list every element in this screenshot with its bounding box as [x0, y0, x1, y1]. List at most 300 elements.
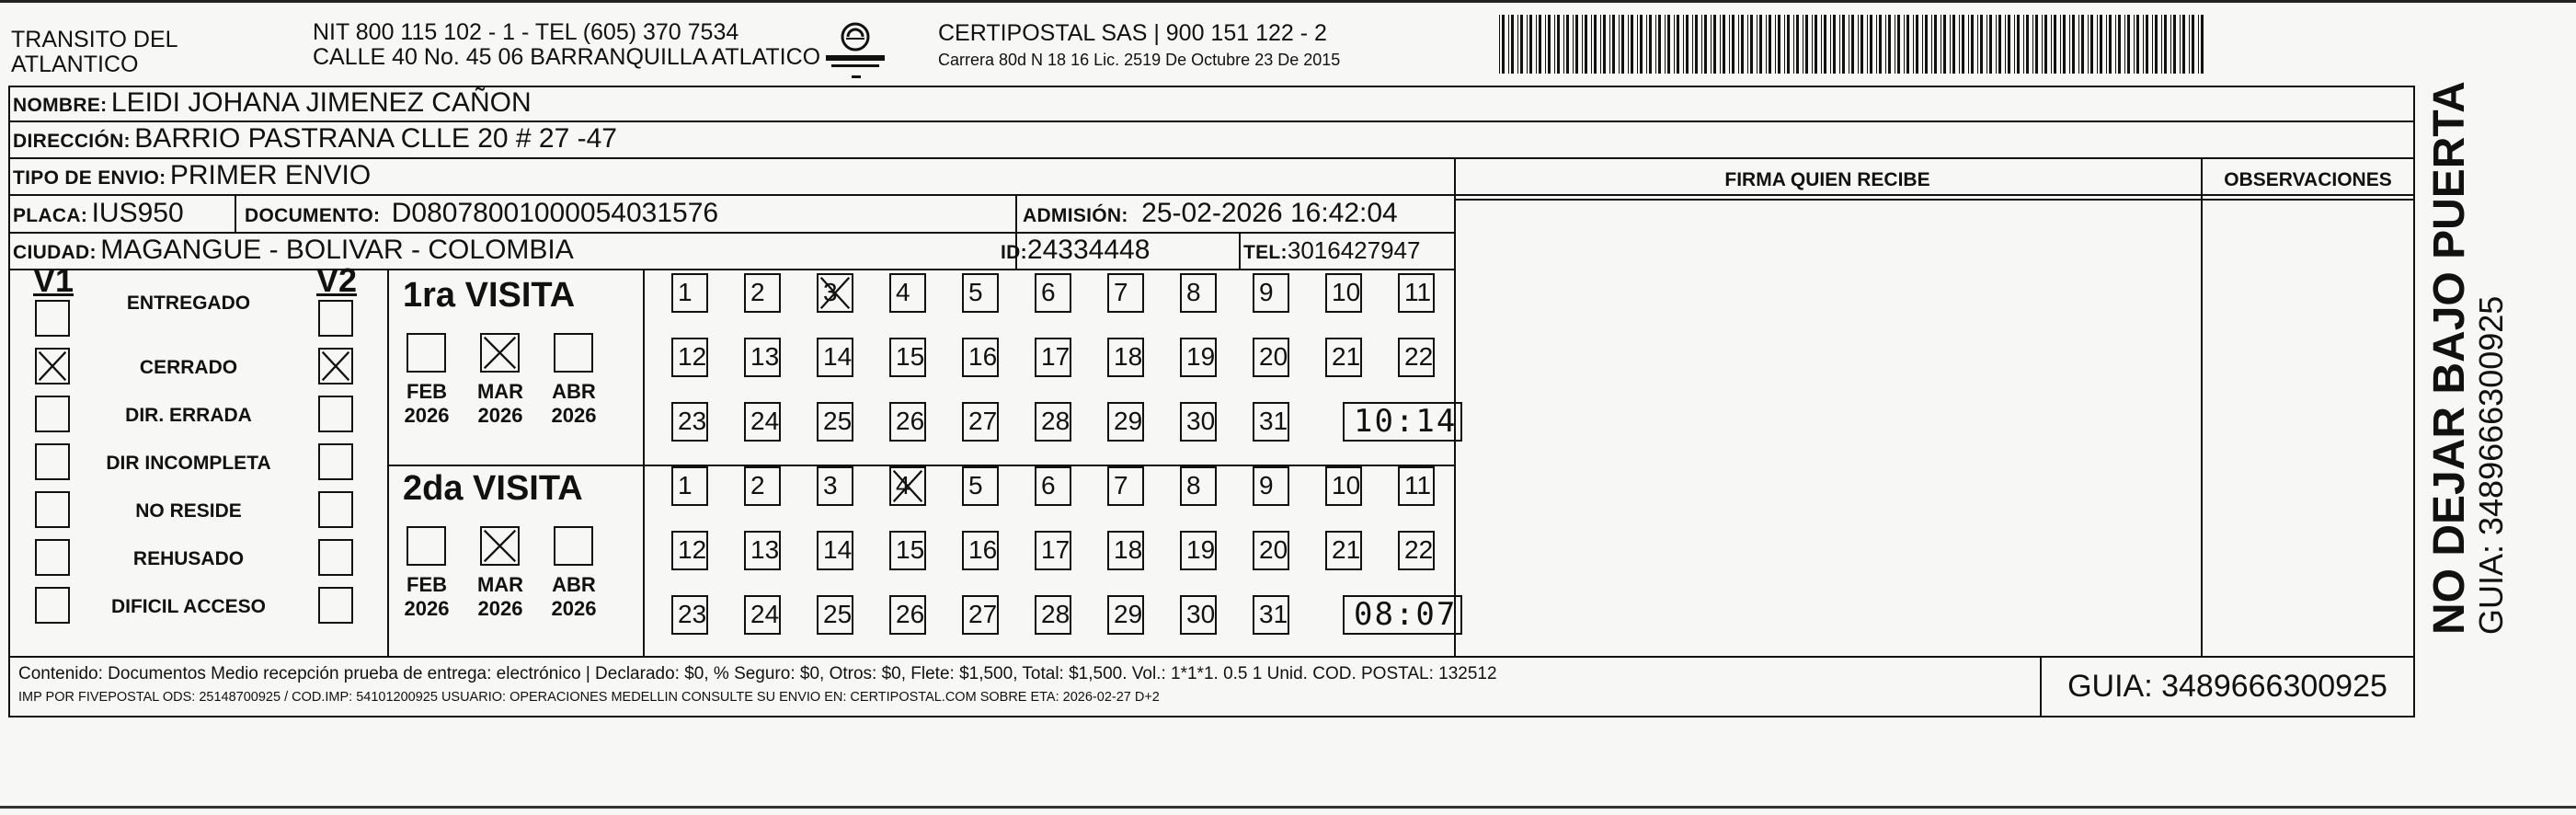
barcode-bar — [1517, 15, 1518, 74]
barcode-bar — [1977, 15, 1978, 74]
barcode-bar — [2072, 15, 2075, 74]
barcode-bar — [1499, 15, 1500, 74]
day-box: 5 — [962, 273, 999, 313]
day-box: 12 — [671, 531, 708, 570]
barcode-bar — [2032, 15, 2033, 74]
month-checkbox — [406, 333, 446, 373]
month-label: ABR — [552, 380, 596, 403]
barcode-bar — [2100, 15, 2102, 74]
barcode-bar — [1692, 15, 1693, 74]
barcode-bar — [1759, 15, 1762, 74]
v1-checkbox — [35, 396, 70, 432]
check-x-icon — [819, 275, 852, 311]
time-box: 10:14 — [1343, 402, 1462, 442]
day-box: 7 — [1107, 273, 1144, 313]
day-box: 12 — [671, 338, 708, 377]
day-box: 20 — [1253, 338, 1289, 377]
day-box: 4 — [889, 273, 926, 313]
barcode-bar — [1695, 15, 1698, 74]
barcode-bar — [2161, 15, 2162, 74]
day-box: 10 — [1325, 466, 1362, 506]
tel-cell — [1243, 232, 1420, 269]
day-box: 30 — [1180, 595, 1217, 635]
barcode-bar — [2189, 15, 2190, 74]
barcode-bar — [1585, 15, 1587, 74]
barcode-bar — [1554, 15, 1555, 74]
barcode-bar — [1796, 15, 1799, 74]
barcode-bar — [1833, 15, 1836, 74]
barcode-bar — [1784, 15, 1785, 74]
barcode-bar — [1998, 15, 2001, 74]
day-box: 3 — [817, 466, 853, 506]
day-box: 1 — [671, 466, 708, 506]
day-box: 10 — [1325, 273, 1362, 313]
status-label: DIR INCOMPLETA — [106, 453, 271, 474]
org-name — [11, 28, 178, 77]
barcode-bar — [1842, 15, 1845, 74]
id-cell — [1001, 232, 1150, 269]
barcode-bar — [2118, 15, 2121, 74]
check-x-icon — [482, 335, 518, 371]
footer-line-2: IMP POR FIVEPOSTAL ODS: 25148700925 / COD.IMP: 54101200925 USUARIO: OPERACIONES MEDELLIN CONSULTE SU ENVIO EN: CERTIPOSTAL.COM SOBRE ETA: 2026-02-27 D+2 — [18, 690, 1160, 705]
barcode-bar — [1750, 15, 1753, 74]
day-box: 22 — [1398, 338, 1435, 377]
barcode-bar — [2134, 15, 2135, 74]
day-box: 14 — [817, 338, 853, 377]
barcode-bar — [2170, 15, 2171, 74]
nombre-label: NOMBRE: — [13, 95, 108, 116]
day-box: 2 — [744, 466, 781, 506]
id-label: ID: — [1001, 242, 1027, 263]
barcode-bar — [1591, 15, 1592, 74]
documento-cell — [245, 194, 718, 232]
check-x-icon — [320, 350, 351, 383]
admision-label: ADMISIÓN: — [1023, 205, 1128, 226]
barcode-bar — [2143, 15, 2144, 74]
month-label: ABR — [552, 573, 596, 596]
barcode-bar — [1931, 15, 1932, 74]
barcode-bar — [2017, 15, 2020, 74]
barcode-bar — [1711, 15, 1712, 74]
barcode-bar — [1830, 15, 1831, 74]
company-address: Carrera 80d N 18 16 Lic. 2519 De Octubre 23 De 2015 — [938, 51, 1341, 69]
barcode-bar — [2005, 15, 2006, 74]
barcode-bar — [1916, 15, 1918, 74]
day-box: 31 — [1253, 402, 1289, 442]
barcode-bar — [2201, 15, 2204, 74]
barcode-bar — [2146, 15, 2148, 74]
day-box: 24 — [744, 402, 781, 442]
admision-cell — [1023, 194, 1398, 232]
day-box: 19 — [1180, 531, 1217, 570]
tipo-envio-label: TIPO DE ENVIO: — [13, 167, 166, 189]
barcode-bar — [1594, 15, 1597, 74]
barcode-bar — [2078, 15, 2079, 74]
barcode-bar — [1628, 15, 1629, 74]
barcode-bar — [1922, 15, 1923, 74]
v2-checkbox — [318, 300, 353, 337]
month-checkbox — [554, 333, 593, 373]
day-box: 9 — [1253, 466, 1289, 506]
barcode-bar — [1720, 15, 1721, 74]
barcode-bar — [1904, 15, 1905, 74]
barcode-bar — [1858, 15, 1859, 74]
barcode — [1499, 15, 2207, 74]
barcode-bar — [1704, 15, 1707, 74]
day-box: 5 — [962, 466, 999, 506]
day-box: 29 — [1107, 595, 1144, 635]
barcode-bar — [2069, 15, 2070, 74]
year-label: 2026 — [404, 404, 450, 427]
barcode-bar — [1631, 15, 1633, 74]
day-box: 6 — [1035, 273, 1071, 313]
v1-checkbox — [35, 348, 70, 385]
month-checkbox — [480, 333, 520, 373]
org-contact — [313, 20, 820, 70]
month-label: MAR — [476, 380, 524, 403]
barcode-bar — [2035, 15, 2038, 74]
barcode-bar — [2090, 15, 2093, 74]
barcode-bar — [2023, 15, 2024, 74]
barcode-bar — [1959, 15, 1960, 74]
barcode-bar — [1732, 15, 1735, 74]
observaciones-header: OBSERVACIONES — [2224, 169, 2392, 190]
day-box: 16 — [962, 338, 999, 377]
day-box: 30 — [1180, 402, 1217, 442]
barcode-bar — [1925, 15, 1928, 74]
day-box: 14 — [817, 531, 853, 570]
barcode-bar — [2026, 15, 2029, 74]
day-box: 31 — [1253, 595, 1289, 635]
barcode-bar — [1511, 15, 1514, 74]
barcode-bar — [1529, 15, 1532, 74]
month-label: FEB — [406, 380, 447, 403]
barcode-bar — [1637, 15, 1638, 74]
direccion-row — [13, 121, 617, 157]
placa-value: IUS950 — [91, 198, 184, 228]
v1-label: V1 — [33, 261, 74, 299]
barcode-bar — [1713, 15, 1716, 74]
barcode-bar — [1677, 15, 1679, 74]
barcode-bar — [1545, 15, 1546, 74]
day-box: 17 — [1035, 338, 1071, 377]
barcode-bar — [2063, 15, 2066, 74]
month-checkbox — [480, 526, 520, 566]
day-box: 27 — [962, 595, 999, 635]
day-box: 26 — [889, 402, 926, 442]
ciudad-label: CIUDAD: — [13, 242, 97, 263]
day-box: 28 — [1035, 402, 1071, 442]
admision-value: 25-02-2026 16:42:04 — [1141, 198, 1398, 228]
day-box: 27 — [962, 402, 999, 442]
barcode-bar — [1952, 15, 1955, 74]
day-box: 8 — [1180, 273, 1217, 313]
barcode-bar — [1766, 15, 1767, 74]
tipo-envio-value: PRIMER ENVIO — [169, 160, 372, 190]
v2-checkbox — [318, 396, 353, 432]
year-label: 2026 — [404, 597, 450, 620]
day-box: 15 — [889, 531, 926, 570]
barcode-bar — [2054, 15, 2056, 74]
barcode-bar — [2152, 15, 2153, 74]
v2-label: V2 — [316, 261, 358, 299]
barcode-bar — [1741, 15, 1744, 74]
tel-label: TEL: — [1243, 242, 1288, 263]
barcode-bar — [1649, 15, 1652, 74]
barcode-bar — [1962, 15, 1964, 74]
day-box: 18 — [1107, 338, 1144, 377]
barcode-bar — [1747, 15, 1748, 74]
barcode-bar — [1683, 15, 1684, 74]
side-text — [2425, 81, 2510, 635]
day-box: 17 — [1035, 531, 1071, 570]
barcode-bar — [1674, 15, 1675, 74]
placa-cell — [13, 194, 184, 232]
barcode-bar — [1738, 15, 1739, 74]
barcode-bar — [1968, 15, 1969, 74]
barcode-bar — [1619, 15, 1620, 74]
barcode-bar — [1876, 15, 1877, 74]
barcode-bar — [1527, 15, 1528, 74]
company-name: CERTIPOSTAL SAS | 900 151 122 - 2 — [938, 20, 1327, 46]
day-box: 20 — [1253, 531, 1289, 570]
day-box: 16 — [962, 531, 999, 570]
barcode-bar — [2109, 15, 2112, 74]
v1-checkbox — [35, 587, 70, 624]
barcode-bar — [1815, 15, 1817, 74]
day-box: 13 — [744, 338, 781, 377]
v1-checkbox — [35, 539, 70, 576]
check-x-icon — [482, 528, 518, 564]
barcode-bar — [1778, 15, 1780, 74]
barcode-bar — [1600, 15, 1601, 74]
company-info — [938, 20, 1340, 70]
barcode-bar — [1980, 15, 1983, 74]
day-box: 1 — [671, 273, 708, 313]
barcode-bar — [1508, 15, 1509, 74]
direccion-label: DIRECCIÓN: — [13, 131, 131, 152]
day-box: 9 — [1253, 273, 1289, 313]
day-box: 25 — [817, 595, 853, 635]
barcode-bar — [1906, 15, 1909, 74]
day-box: 21 — [1325, 531, 1362, 570]
barcode-bar — [1582, 15, 1583, 74]
tel-value: 3016427947 — [1287, 236, 1421, 264]
barcode-bar — [1934, 15, 1937, 74]
barcode-bar — [1839, 15, 1840, 74]
barcode-bar — [2124, 15, 2125, 74]
month-label: MAR — [476, 573, 524, 596]
barcode-bar — [2164, 15, 2167, 74]
barcode-bar — [2115, 15, 2116, 74]
barcode-bar — [1640, 15, 1643, 74]
footer-guia: GUIA: 3489666300925 — [2067, 669, 2387, 704]
barcode-bar — [1812, 15, 1813, 74]
status-label: REHUSADO — [132, 548, 245, 569]
barcode-bar — [2180, 15, 2181, 74]
barcode-bar — [1548, 15, 1551, 74]
status-label: NO RESIDE — [135, 500, 242, 522]
barcode-bar — [2173, 15, 2176, 74]
ciudad-value: MAGANGUE - BOLIVAR - COLOMBIA — [100, 235, 574, 265]
footer-line-1: Contenido: Documentos Medio recepción prueba de entrega: electrónico | Declarado: $0, % Seguro: $0, Otros: $0, Flete: $1,500, Total: $1,500. Vol.: 1*1*1. 0.5 1 Unid. COD. POSTAL: 132512 — [18, 664, 1497, 683]
firma-header: FIRMA QUIEN RECIBE — [1724, 169, 1930, 190]
year-label: 2026 — [551, 597, 597, 620]
v1-checkbox — [35, 443, 70, 480]
barcode-bar — [1943, 15, 1946, 74]
day-box: 19 — [1180, 338, 1217, 377]
visit2-title: 2da VISITA — [403, 469, 583, 508]
barcode-bar — [2042, 15, 2043, 74]
barcode-bar — [1879, 15, 1882, 74]
barcode-bar — [2192, 15, 2194, 74]
tipo-envio-row — [13, 157, 371, 194]
barcode-bar — [1769, 15, 1771, 74]
day-box: 29 — [1107, 402, 1144, 442]
barcode-bar — [1563, 15, 1564, 74]
barcode-bar — [1701, 15, 1702, 74]
barcode-bar — [1805, 15, 1808, 74]
check-x-icon — [891, 468, 924, 504]
day-box: 23 — [671, 402, 708, 442]
barcode-bar — [1536, 15, 1537, 74]
certipostal-logo-icon — [819, 18, 892, 83]
barcode-bar — [1787, 15, 1790, 74]
side-warning: NO DEJAR BAJO PUERTA — [2425, 81, 2474, 635]
status-label: DIR. ERRADA — [125, 405, 252, 426]
barcode-bar — [1986, 15, 1987, 74]
day-box: 23 — [671, 595, 708, 635]
day-box: 22 — [1398, 531, 1435, 570]
v2-checkbox — [318, 348, 353, 385]
org-line-2: ATLANTICO — [11, 52, 139, 77]
barcode-bar — [1655, 15, 1656, 74]
barcode-bar — [2097, 15, 2098, 74]
visit1-title: 1ra VISITA — [403, 276, 576, 315]
barcode-bar — [1502, 15, 1505, 74]
day-box: 28 — [1035, 595, 1071, 635]
barcode-bar — [2127, 15, 2130, 74]
time-box: 08:07 — [1343, 595, 1462, 635]
org-nit: NIT 800 115 102 - 1 - TEL (605) 370 7534 — [313, 19, 739, 45]
v2-checkbox — [318, 443, 353, 480]
barcode-bar — [2136, 15, 2139, 74]
year-label: 2026 — [477, 597, 523, 620]
status-label: ENTREGADO — [126, 293, 251, 314]
day-box: 7 — [1107, 466, 1144, 506]
barcode-bar — [1603, 15, 1606, 74]
barcode-bar — [2014, 15, 2015, 74]
day-box: 24 — [744, 595, 781, 635]
day-box: 18 — [1107, 531, 1144, 570]
barcode-bar — [1557, 15, 1560, 74]
year-label: 2026 — [477, 404, 523, 427]
barcode-bar — [1573, 15, 1574, 74]
direccion-value: BARRIO PASTRANA CLLE 20 # 27 -47 — [134, 123, 617, 154]
barcode-bar — [1665, 15, 1666, 74]
barcode-bar — [2051, 15, 2052, 74]
barcode-bar — [1539, 15, 1541, 74]
id-value: 24334448 — [1026, 235, 1151, 265]
barcode-bar — [1885, 15, 1886, 74]
v2-checkbox — [318, 491, 353, 528]
barcode-bar — [1867, 15, 1868, 74]
barcode-bar — [1793, 15, 1794, 74]
barcode-bar — [2155, 15, 2158, 74]
status-label: DIFICIL ACCESO — [110, 596, 266, 617]
org-address: CALLE 40 No. 45 06 BARRANQUILLA ATLATICO — [313, 44, 821, 70]
check-x-icon — [37, 350, 68, 383]
barcode-bar — [1897, 15, 1900, 74]
placa-label: PLACA: — [13, 205, 88, 226]
documento-value: D08078001000054031576 — [391, 198, 719, 228]
barcode-bar — [1612, 15, 1615, 74]
barcode-bar — [1667, 15, 1670, 74]
barcode-bar — [1971, 15, 1974, 74]
barcode-bar — [1566, 15, 1569, 74]
month-checkbox — [554, 526, 593, 566]
day-box: 21 — [1325, 338, 1362, 377]
ciudad-cell — [13, 232, 574, 269]
month-checkbox — [406, 526, 446, 566]
day-box: 8 — [1180, 466, 1217, 506]
day-box: 13 — [744, 531, 781, 570]
barcode-bar — [1646, 15, 1647, 74]
barcode-bar — [2044, 15, 2047, 74]
day-box: 3 — [817, 273, 853, 313]
barcode-bar — [2008, 15, 2010, 74]
day-box: 15 — [889, 338, 926, 377]
barcode-bar — [1686, 15, 1689, 74]
barcode-bar — [1621, 15, 1624, 74]
day-box: 25 — [817, 402, 853, 442]
month-label: FEB — [406, 573, 447, 596]
day-box: 11 — [1398, 466, 1435, 506]
day-box: 2 — [744, 273, 781, 313]
day-box: 11 — [1398, 273, 1435, 313]
barcode-bar — [1575, 15, 1578, 74]
day-box: 4 — [889, 466, 926, 506]
nombre-row — [13, 86, 532, 121]
barcode-bar — [1851, 15, 1854, 74]
barcode-bar — [1989, 15, 1992, 74]
barcode-bar — [2182, 15, 2185, 74]
v2-checkbox — [318, 539, 353, 576]
barcode-bar — [1775, 15, 1776, 74]
barcode-bar — [2106, 15, 2107, 74]
side-guia: GUIA: 3489666300925 — [2472, 295, 2510, 635]
barcode-bar — [2088, 15, 2089, 74]
barcode-bar — [1824, 15, 1826, 74]
status-label: CERRADO — [139, 357, 238, 378]
barcode-bar — [1609, 15, 1610, 74]
barcode-bar — [1950, 15, 1951, 74]
documento-label: DOCUMENTO: — [245, 205, 381, 226]
barcode-bar — [1658, 15, 1661, 74]
barcode-bar — [1729, 15, 1730, 74]
barcode-bar — [1870, 15, 1872, 74]
v1-checkbox — [35, 300, 70, 337]
v1-checkbox — [35, 491, 70, 528]
barcode-bar — [1520, 15, 1523, 74]
barcode-bar — [2198, 15, 2199, 74]
org-line-1: TRANSITO DEL — [11, 27, 178, 52]
barcode-bar — [1888, 15, 1891, 74]
barcode-bar — [2081, 15, 2084, 74]
v2-checkbox — [318, 587, 353, 624]
barcode-bar — [1913, 15, 1914, 74]
day-box: 26 — [889, 595, 926, 635]
